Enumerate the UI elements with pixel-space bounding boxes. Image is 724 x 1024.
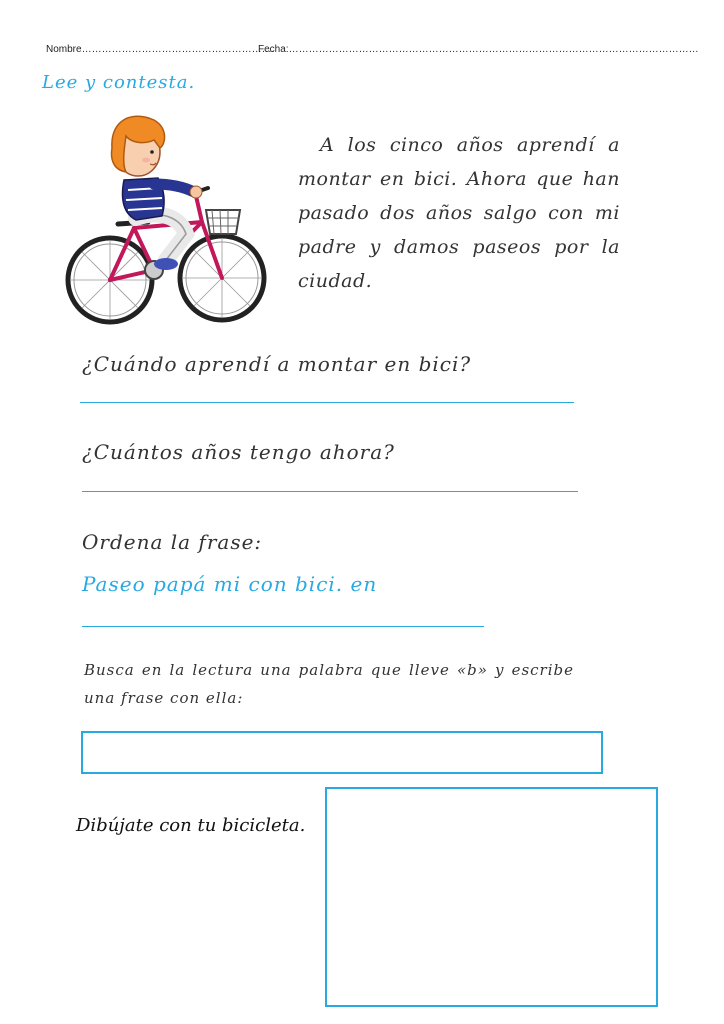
- date-field-label: Fecha:……………………………………………………………………………………………………………: [258, 44, 699, 55]
- answer-line-2[interactable]: [82, 491, 578, 492]
- word-task-instruction: Busca en la lectura una palabra que lleve «b» y escribe una frase con ella:: [84, 661, 574, 707]
- reading-paragraph: A los cinco años aprendí a montar en bici. Ahora que han pasado dos años salgo con mi padre y damos paseos por la ciudad.: [298, 134, 620, 292]
- question-1: ¿Cuándo aprendí a montar en bici?: [82, 352, 472, 376]
- sentence-answer-box[interactable]: [81, 731, 603, 774]
- answer-line-1[interactable]: [80, 402, 574, 403]
- child-bicycle-illustration: [62, 110, 272, 330]
- scrambled-sentence: Paseo papá mi con bici. en: [82, 572, 378, 596]
- answer-line-3[interactable]: [82, 626, 484, 627]
- question-2: ¿Cuántos años tengo ahora?: [82, 440, 395, 464]
- basket-icon: [206, 210, 240, 234]
- drawing-box[interactable]: [325, 787, 658, 1007]
- order-task-label: Ordena la frase:: [82, 530, 263, 554]
- drawing-task-label: Dibújate con tu bicicleta.: [76, 815, 306, 836]
- page-title: Lee y contesta.: [42, 72, 196, 93]
- name-field-label: Nombre………………………………………………….: [46, 44, 275, 55]
